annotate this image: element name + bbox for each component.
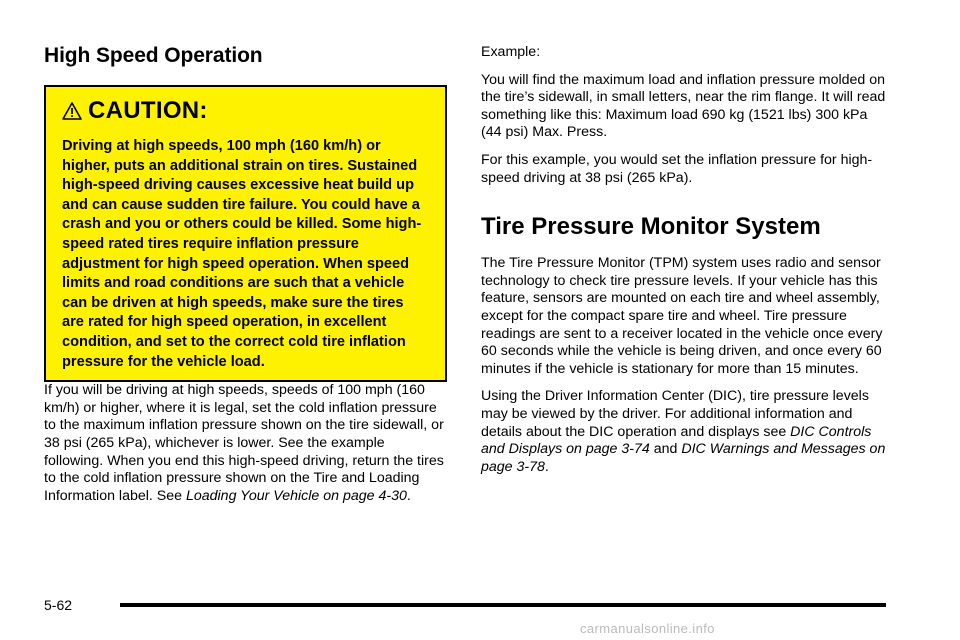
caution-box [44,85,447,382]
footer-rule [120,603,886,607]
dic-controls-reference: DIC Controls and Displays on page 3-74 [481,423,872,458]
dic-paragraph [481,388,891,476]
example-paragraph: You will find the maximum load and inflation pressure molded on the tire’s sidewall, in small letters, near the rim flange. It will read something like this: Maximum load 690 kg (1521 lbs) 300 kPa (44 psi) Max. Press. [481,71,886,141]
period: . [406,487,411,504]
caution-text: Driving at high speeds, 100 mph (160 km/h) or higher, puts an additional strain on tires. Sustained high-speed driving causes excessive heat build up and can cause sudden tire failure. You could have a crash and you or others could be killed. Some high-speed rated tires require inflation pressure adjustment for high speed operation. When speed limits and road conditions are such that a vehicle can be driven at high speeds, make sure the tires are rated for high speed operation, in excellent condition, and set to the correct cold tire inflation pressure for the vehicle load. [62,138,422,370]
caution-title: CAUTION: [88,97,208,124]
period: . [544,458,549,475]
example-conclusion-paragraph: For this example, you would set the inflation pressure for high-speed driving at 38 psi (265 kPa). [481,151,873,186]
tpm-paragraph: The Tire Pressure Monitor (TPM) system uses radio and sensor technology to check tire pressure levels. If your vehicle has this feature, sensors are mounted on each tire and wheel assembly, except for the compact spare tire and wheel. Tire pressure readings are sent to a receiver located in the vehicle once every 60 seconds while the vehicle is being driven, and once every 60 minutes if the vehicle is stationary for more than 15 minutes. [481,255,883,377]
dic-text: Using the Driver Information Center (DIC), tire pressure levels may be viewed by the driver. For additional information and details about the DIC operation and displays see [481,388,869,440]
right-column [481,44,891,486]
watermark-text: carmanualsonline.info [580,621,715,636]
loading-vehicle-reference: Loading Your Vehicle on page 4-30 [185,487,407,504]
warning-triangle-icon [62,101,82,121]
dic-warnings-reference: DIC Warnings and Messages on page 3-78 [481,441,886,475]
example-label: Example: [481,44,541,60]
caution-header [62,97,429,125]
section-heading-high-speed: High Speed Operation [44,44,263,67]
high-speed-text: If you will be driving at high speeds, speeds of 100 mph (160 km/h) or higher, where it is legal, set the cold inflation pressure to the maximum inflation pressure shown on the tire sidewall, or 38 psi (265 kPa), whichever is lower. See the example following. When you end this high-speed driving, return the tires to the cold inflation pressure shown on the Tire and Loading Information label. See [44,382,444,504]
high-speed-paragraph [44,382,447,505]
section-heading-tpm: Tire Pressure Monitor System [481,213,821,241]
and-text: and [649,441,682,458]
left-column [44,44,447,515]
page-number: 5-62 [44,597,73,613]
